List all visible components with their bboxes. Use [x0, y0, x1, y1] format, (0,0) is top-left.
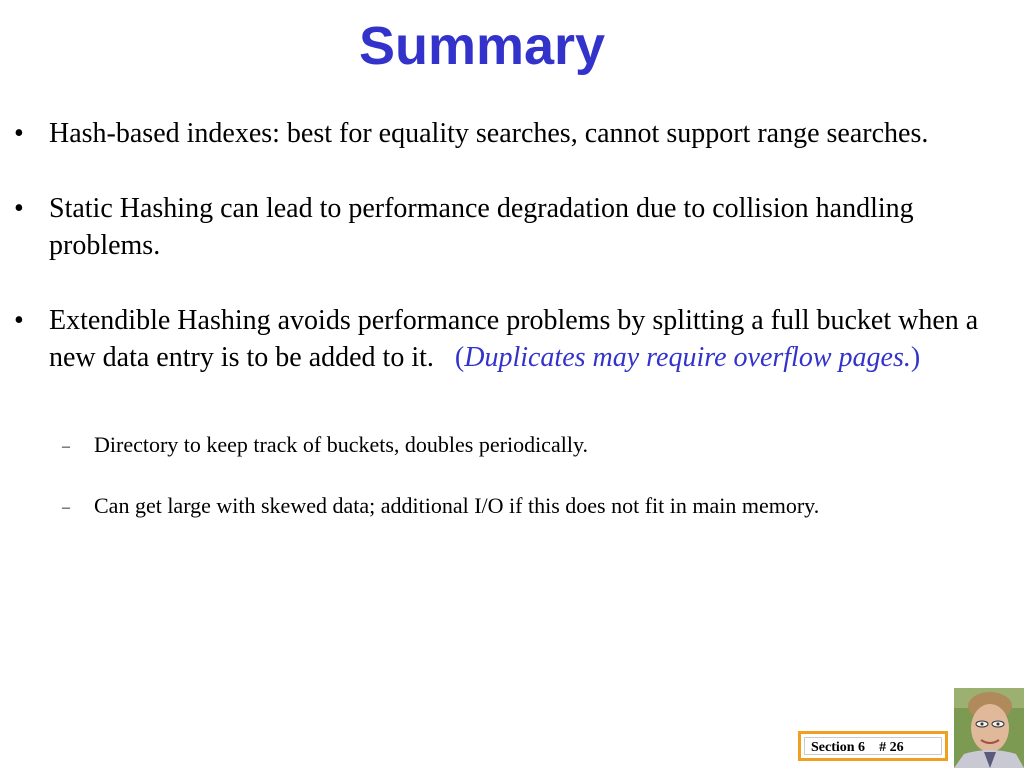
bullet-item [14, 115, 1004, 152]
slide-body [14, 115, 1004, 551]
bullet-note [441, 342, 920, 373]
bullet-note-italic: Duplicates may require overflow pages. [464, 342, 911, 373]
bullet-text: Static Hashing can lead to performance degradation due to collision handling problems. [49, 193, 914, 261]
bullet-text: Extendible Hashing avoids performance problems by splitting a full bucket when a new data entry is to be added to it. [49, 305, 979, 373]
bullet-item [14, 190, 1004, 264]
sub-bullet-marker: – [62, 499, 70, 516]
bullet-item [14, 302, 1004, 376]
bullet-note-open: ( [454, 342, 465, 373]
bullet-note-close: ) [910, 342, 921, 373]
slide-title: Summary [358, 16, 606, 76]
presenter-photo-image [954, 688, 1024, 768]
bullet-marker: • [14, 118, 24, 149]
bullet-marker: • [14, 305, 24, 336]
sub-bullet-item [14, 429, 1004, 460]
slide-footer-inner [804, 737, 942, 755]
sub-bullet-marker: – [62, 438, 70, 455]
sub-bullet-text: Directory to keep track of buckets, doubles periodically. [94, 432, 589, 457]
bullet-marker: • [14, 193, 24, 224]
slide-footer-badge [798, 731, 948, 761]
sub-bullet-text: Can get large with skewed data; additional I/O if this does not fit in main memory. [94, 493, 820, 518]
page-number: # 26 [879, 740, 904, 755]
section-label: Section 6 [811, 740, 866, 755]
presenter-photo [954, 688, 1024, 768]
sub-bullet-item [14, 490, 1004, 521]
bullet-text: Hash-based indexes: best for equality searches, cannot support range searches. [49, 118, 929, 149]
